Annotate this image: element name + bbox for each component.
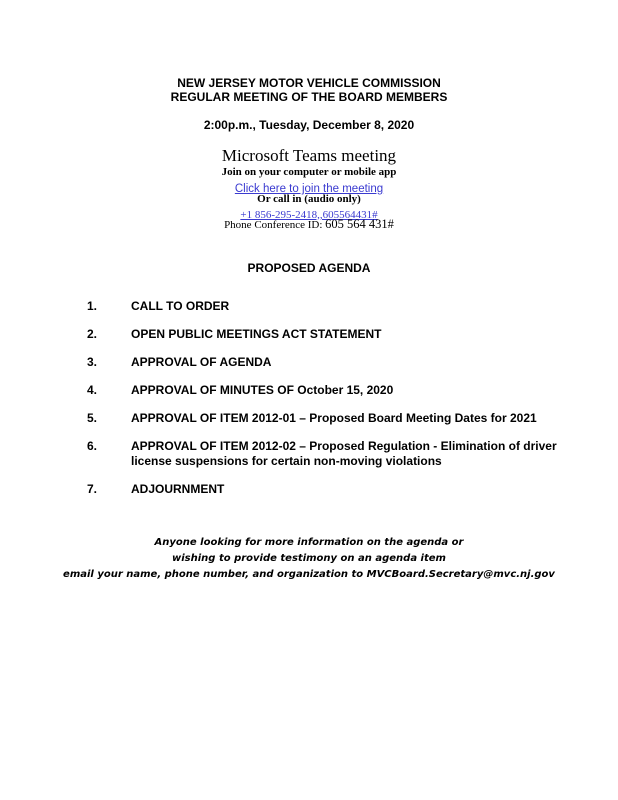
agenda-item-number: 7. xyxy=(87,482,98,496)
footer-note-line-2: wishing to provide testimony on an agenda item xyxy=(172,553,446,564)
agenda-item-number: 4. xyxy=(87,383,98,397)
agenda-item-text: ADJOURNMENT xyxy=(131,482,225,496)
footer-note-line-3: email your name, phone number, and organization to MVCBoard.Secretary@mvc.nj.gov xyxy=(63,569,555,580)
phone-number-link[interactable]: +1 856-295-2418,,605564431# xyxy=(240,209,378,221)
agenda-item-text: APPROVAL OF ITEM 2012-02 – Proposed Regulation - Elimination of driver license suspensions for certain non-moving violations xyxy=(131,439,557,468)
agenda-item-text: APPROVAL OF AGENDA xyxy=(131,355,272,369)
footer-note-line-1: Anyone looking for more information on the agenda or xyxy=(154,537,464,548)
join-meeting-link[interactable]: Click here to join the meeting xyxy=(234,183,384,195)
teams-meeting-title: Microsoft Teams meeting xyxy=(221,146,397,165)
agenda-item-text: APPROVAL OF MINUTES OF October 15, 2020 xyxy=(131,383,394,397)
agenda-item-text: CALL TO ORDER xyxy=(131,299,230,313)
conference-id-line xyxy=(0,218,618,232)
agenda-item-text: OPEN PUBLIC MEETINGS ACT STATEMENT xyxy=(131,327,382,341)
agenda-item-text: APPROVAL OF ITEM 2012-01 – Proposed Board Meeting Dates for 2021 xyxy=(131,411,537,425)
conference-id-label: Phone Conference ID: xyxy=(224,219,323,231)
agenda-item-number: 1. xyxy=(87,299,98,313)
agenda-item-number: 5. xyxy=(87,411,98,425)
call-in-label: Or call in (audio only) xyxy=(257,193,361,205)
agenda-item-number: 2. xyxy=(87,327,98,341)
conference-id-value: 605 564 431# xyxy=(325,217,394,231)
agenda-item-number: 3. xyxy=(87,355,98,369)
meeting-title: REGULAR MEETING OF THE BOARD MEMBERS xyxy=(170,90,448,104)
agenda-item-number: 6. xyxy=(87,439,98,453)
org-title: NEW JERSEY MOTOR VEHICLE COMMISSION xyxy=(177,76,441,90)
agenda-heading: PROPOSED AGENDA xyxy=(247,261,371,275)
meeting-datetime: 2:00p.m., Tuesday, December 8, 2020 xyxy=(203,118,415,132)
join-instruction: Join on your computer or mobile app xyxy=(221,166,397,178)
